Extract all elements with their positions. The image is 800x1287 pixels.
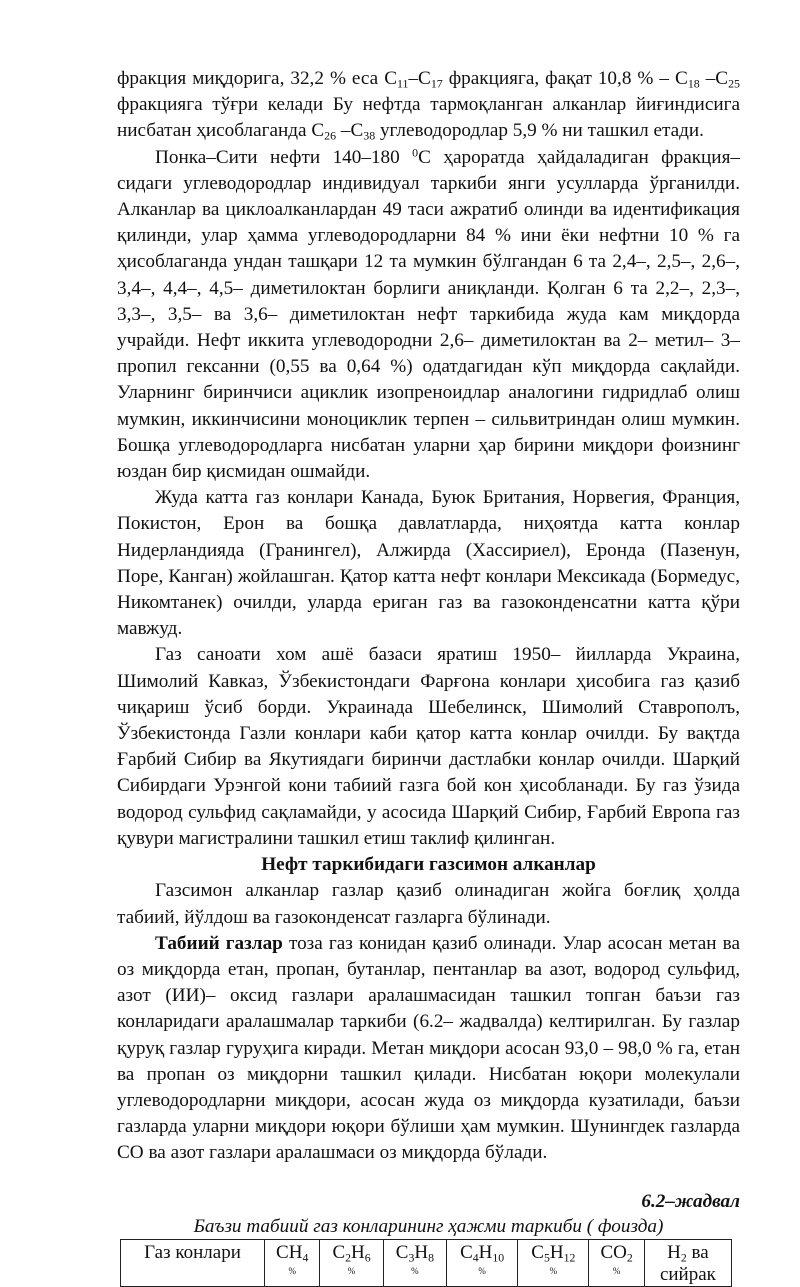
paragraph-fractions	[117, 66, 740, 145]
header-c4h10: $C_4H_{10}$ %	[447, 1239, 518, 1286]
text-span: углеводородлар 5,9 % ни ташкил етади.	[375, 120, 704, 142]
text-span: фракцияга, фақат 10,8 % – C	[442, 68, 688, 89]
superscript: 0	[412, 145, 419, 160]
table-caption: Баъзи табиий газ конларининг ҳажми таркиби ( фоизда)	[193, 1215, 664, 1237]
subscript: 11	[397, 76, 409, 91]
header-c5h12: $C_5H_{12}$ %	[518, 1239, 589, 1286]
table-number: 6.2–жадвал	[641, 1190, 740, 1212]
text-span: фракция миқдорига, 32,2 % еса C	[117, 68, 397, 89]
gas-composition-table	[120, 1239, 732, 1287]
subscript: 38	[363, 128, 376, 143]
text-span: –C	[699, 68, 729, 89]
subscript: 26	[324, 128, 337, 143]
subscript: 18	[687, 76, 700, 91]
paragraph-natural-gases	[117, 931, 740, 1167]
paragraph-gas-industry: Газ саноати хом ашё базаси яратиш 1950– йилларда Украина, Шимолий Кавказ, Ўзбекистондаги Фарғона конлари ҳисобига газ қазиб чиқариш ўсиб борди. Украинада Шебелинск, Шимолий Ставрополъ, Ўзбекистонда Газли конлари каби қатор катта конлар очилди. Бу вақтда Ғарбий Сибир ва Якутиядаги биринчи дастлабки конлар очилди. Шарқий Сибирдаги Урэнгой кони табиий газга бой кон ҳисобланади. Бу газ ўзида водород сульфид сақламайди, у асосида Шарқий Сибир, Ғарбий Европа газ қувури магистралини ташкил етиш таклиф қилинган.	[117, 644, 740, 849]
spacer	[117, 1167, 740, 1189]
section-heading: Нефт таркибидаги газсимон алканлар	[261, 854, 596, 876]
paragraph-gas-fields: Жуда катта газ конлари Канада, Буюк Британия, Норвегия, Франция, Покистон, Ерон ва бошқа давлатларда, ниҳоятда катта конлар Нидерландияда (Гранингел), Алжирда (Хассириел), Еронда (Пазенун, Поре, Канган) жойлашган. Қатор катта нефт конлари Мексикада (Бормедус, Никомтанек) очилди, уларда ериган газ ва газоконденсатни катта қўри мавжуд.	[117, 487, 740, 640]
paragraph-gaseous-alkanes: Газсимон алканлар газлар қазиб олинадиган жойга боғлиқ ҳолда табиий, йўлдош ва газоконденсат газларга бўлинади.	[117, 880, 740, 928]
header-h2-rare: $H_2$ ва сийрак	[644, 1239, 731, 1286]
bold-term: Табиий газлар	[155, 932, 283, 954]
table-header-row	[121, 1239, 732, 1286]
paragraph-ponca-city	[117, 145, 740, 486]
header-gas-fields: Газ конлари	[121, 1239, 265, 1286]
text-span: –C	[336, 120, 364, 142]
text-span: Понка–Сити нефти 140–180	[155, 146, 413, 168]
text-span: C ҳароратда ҳайдаладиган фракция–сидаги углеводородлар индивидуал таркиби янги усулларда ўрганилди. Алканлар ва циклоалканлардан 49 таси ажратиб олинди ва идентификация қилинди, улар ҳамма углеводородларни 84 % ини ёки нефтни 10 % га ҳисоблаганда ундан ташқари 12 та мумкин бўлгандан 6 та 2,4–, 2,5–, 2,6–, 3,4–, 4,4–, 4,5– диметилоктан борлиги аниқланди. Қолган 6 та 2,2–, 2,3–, 3,3–, 3,5– ва 3,6– диметилоктан нефт таркибида жуда кам миқдорда учрайди. Нефт иккита углеводородни 2,6– диметилоктан ва 2– метил– 3– пропил гексанни (0,55 ва 0,64 %) одатдагидан кўп миқдорда сақлайди. Уларнинг биринчиси ациклик изопреноидлар аналогини гидридлаб олиш мумкин, иккинчисини моноциклик терпен – сильвитриндан олиш мумкин. Бошқа углеводородларга нисбатан уларни ҳар бирини миқдори фоизнинг юздан бир қисмидан ошмайди.	[117, 146, 740, 483]
subscript: 17	[430, 76, 443, 91]
subscript: 25	[728, 76, 740, 91]
header-c3h8: $C_3H_8$ %	[383, 1239, 446, 1286]
text-span: фракцияга тўғри келади Бу нефтда тармоқланган алканлар йиғиндисига нисбатан ҳисоблаганда C	[117, 94, 740, 142]
text-span: –C	[408, 68, 431, 89]
header-ch4: $CH_4$ %	[265, 1239, 320, 1286]
text-span: тоза газ конидан қазиб олинади. Улар асосан метан ва оз миқдорда етан, пропан, бутанлар, пентанлар ва азот, водород сульфид, азот (ИИ)– оксид газлари аралашмасидан ташкил топган баъзи газ конларидаги аралашмалар таркиби (6.2– жадвалда) келтирилган. Бу газлар қуруқ газлар гуруҳига киради. Метан миқдори асосан 93,0 – 98,0 % га, етан ва пропан оз миқдорни ташкил қилади. Нисбатан юқори молекулали углеводородларни миқдори, асосан жуда оз миқдорда кузатилади, баъзи газларда уларни миқдори юқори бўлиши ҳам мумкин. Шунингдек газларда CO ва азот газлари аралашмаси оз миқдорда бўлади.	[117, 932, 741, 1164]
header-co2: $CO_2$ %	[589, 1239, 644, 1286]
header-c2h6: $C_2H_6$ %	[320, 1239, 383, 1286]
